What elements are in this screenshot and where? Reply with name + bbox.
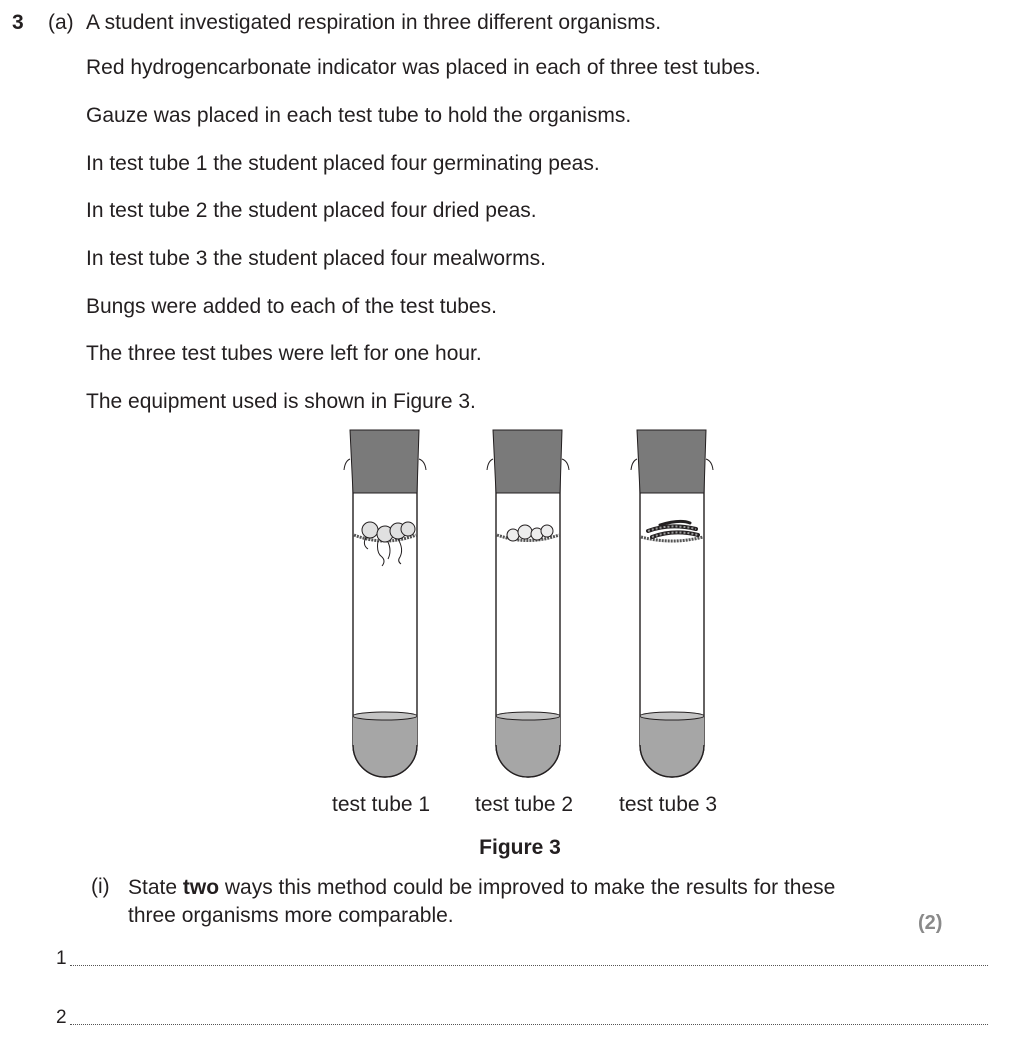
subquestion-text-start: State — [128, 876, 183, 899]
marks-indicator: (2) — [918, 912, 943, 934]
stem-line-7: The three test tubes were left for one hour. — [86, 342, 482, 365]
test-tube-3 — [631, 430, 713, 777]
subquestion-emphasis: two — [182, 876, 220, 899]
tube-label-3: test tube 3 — [619, 793, 718, 816]
stem-line-3: In test tube 1 the student placed four germinating peas. — [86, 152, 600, 175]
tube-label-1: test tube 1 — [332, 793, 431, 816]
stem-line-6: Bungs were added to each of the test tubes. — [86, 295, 497, 318]
subquestion-label: (i) — [91, 875, 110, 898]
answer-number-1: 1 — [56, 948, 67, 969]
subquestion-text — [128, 874, 835, 930]
test-tube-2 — [487, 430, 569, 777]
answer-number-2: 2 — [56, 1007, 67, 1028]
answer-line-2[interactable] — [70, 1024, 988, 1025]
tube-label-2: test tube 2 — [475, 793, 574, 816]
question-number: 3 — [12, 11, 24, 34]
question-intro: A student investigated respiration in three different organisms. — [86, 11, 662, 34]
test-tube-1 — [344, 430, 426, 777]
stem-line-2: Gauze was placed in each test tube to hold the organisms. — [86, 104, 632, 127]
bung-1 — [350, 430, 419, 493]
test-tube-figure — [330, 425, 740, 785]
stem-line-1: Red hydrogencarbonate indicator was placed in each of three test tubes. — [86, 56, 761, 79]
subquestion-text-end: ways this method could be improved to make the results for these — [219, 876, 836, 899]
bung-3 — [637, 430, 706, 493]
bung-2 — [493, 430, 562, 493]
subquestion-text-line2: three organisms more comparable. — [128, 904, 454, 927]
figure-title: Figure 3 — [479, 836, 561, 859]
stem-line-5: In test tube 3 the student placed four mealworms. — [86, 247, 546, 270]
part-label: (a) — [48, 11, 74, 34]
answer-line-1[interactable] — [70, 965, 988, 966]
stem-line-8: The equipment used is shown in Figure 3. — [86, 390, 476, 413]
stem-line-4: In test tube 2 the student placed four dried peas. — [86, 199, 537, 222]
